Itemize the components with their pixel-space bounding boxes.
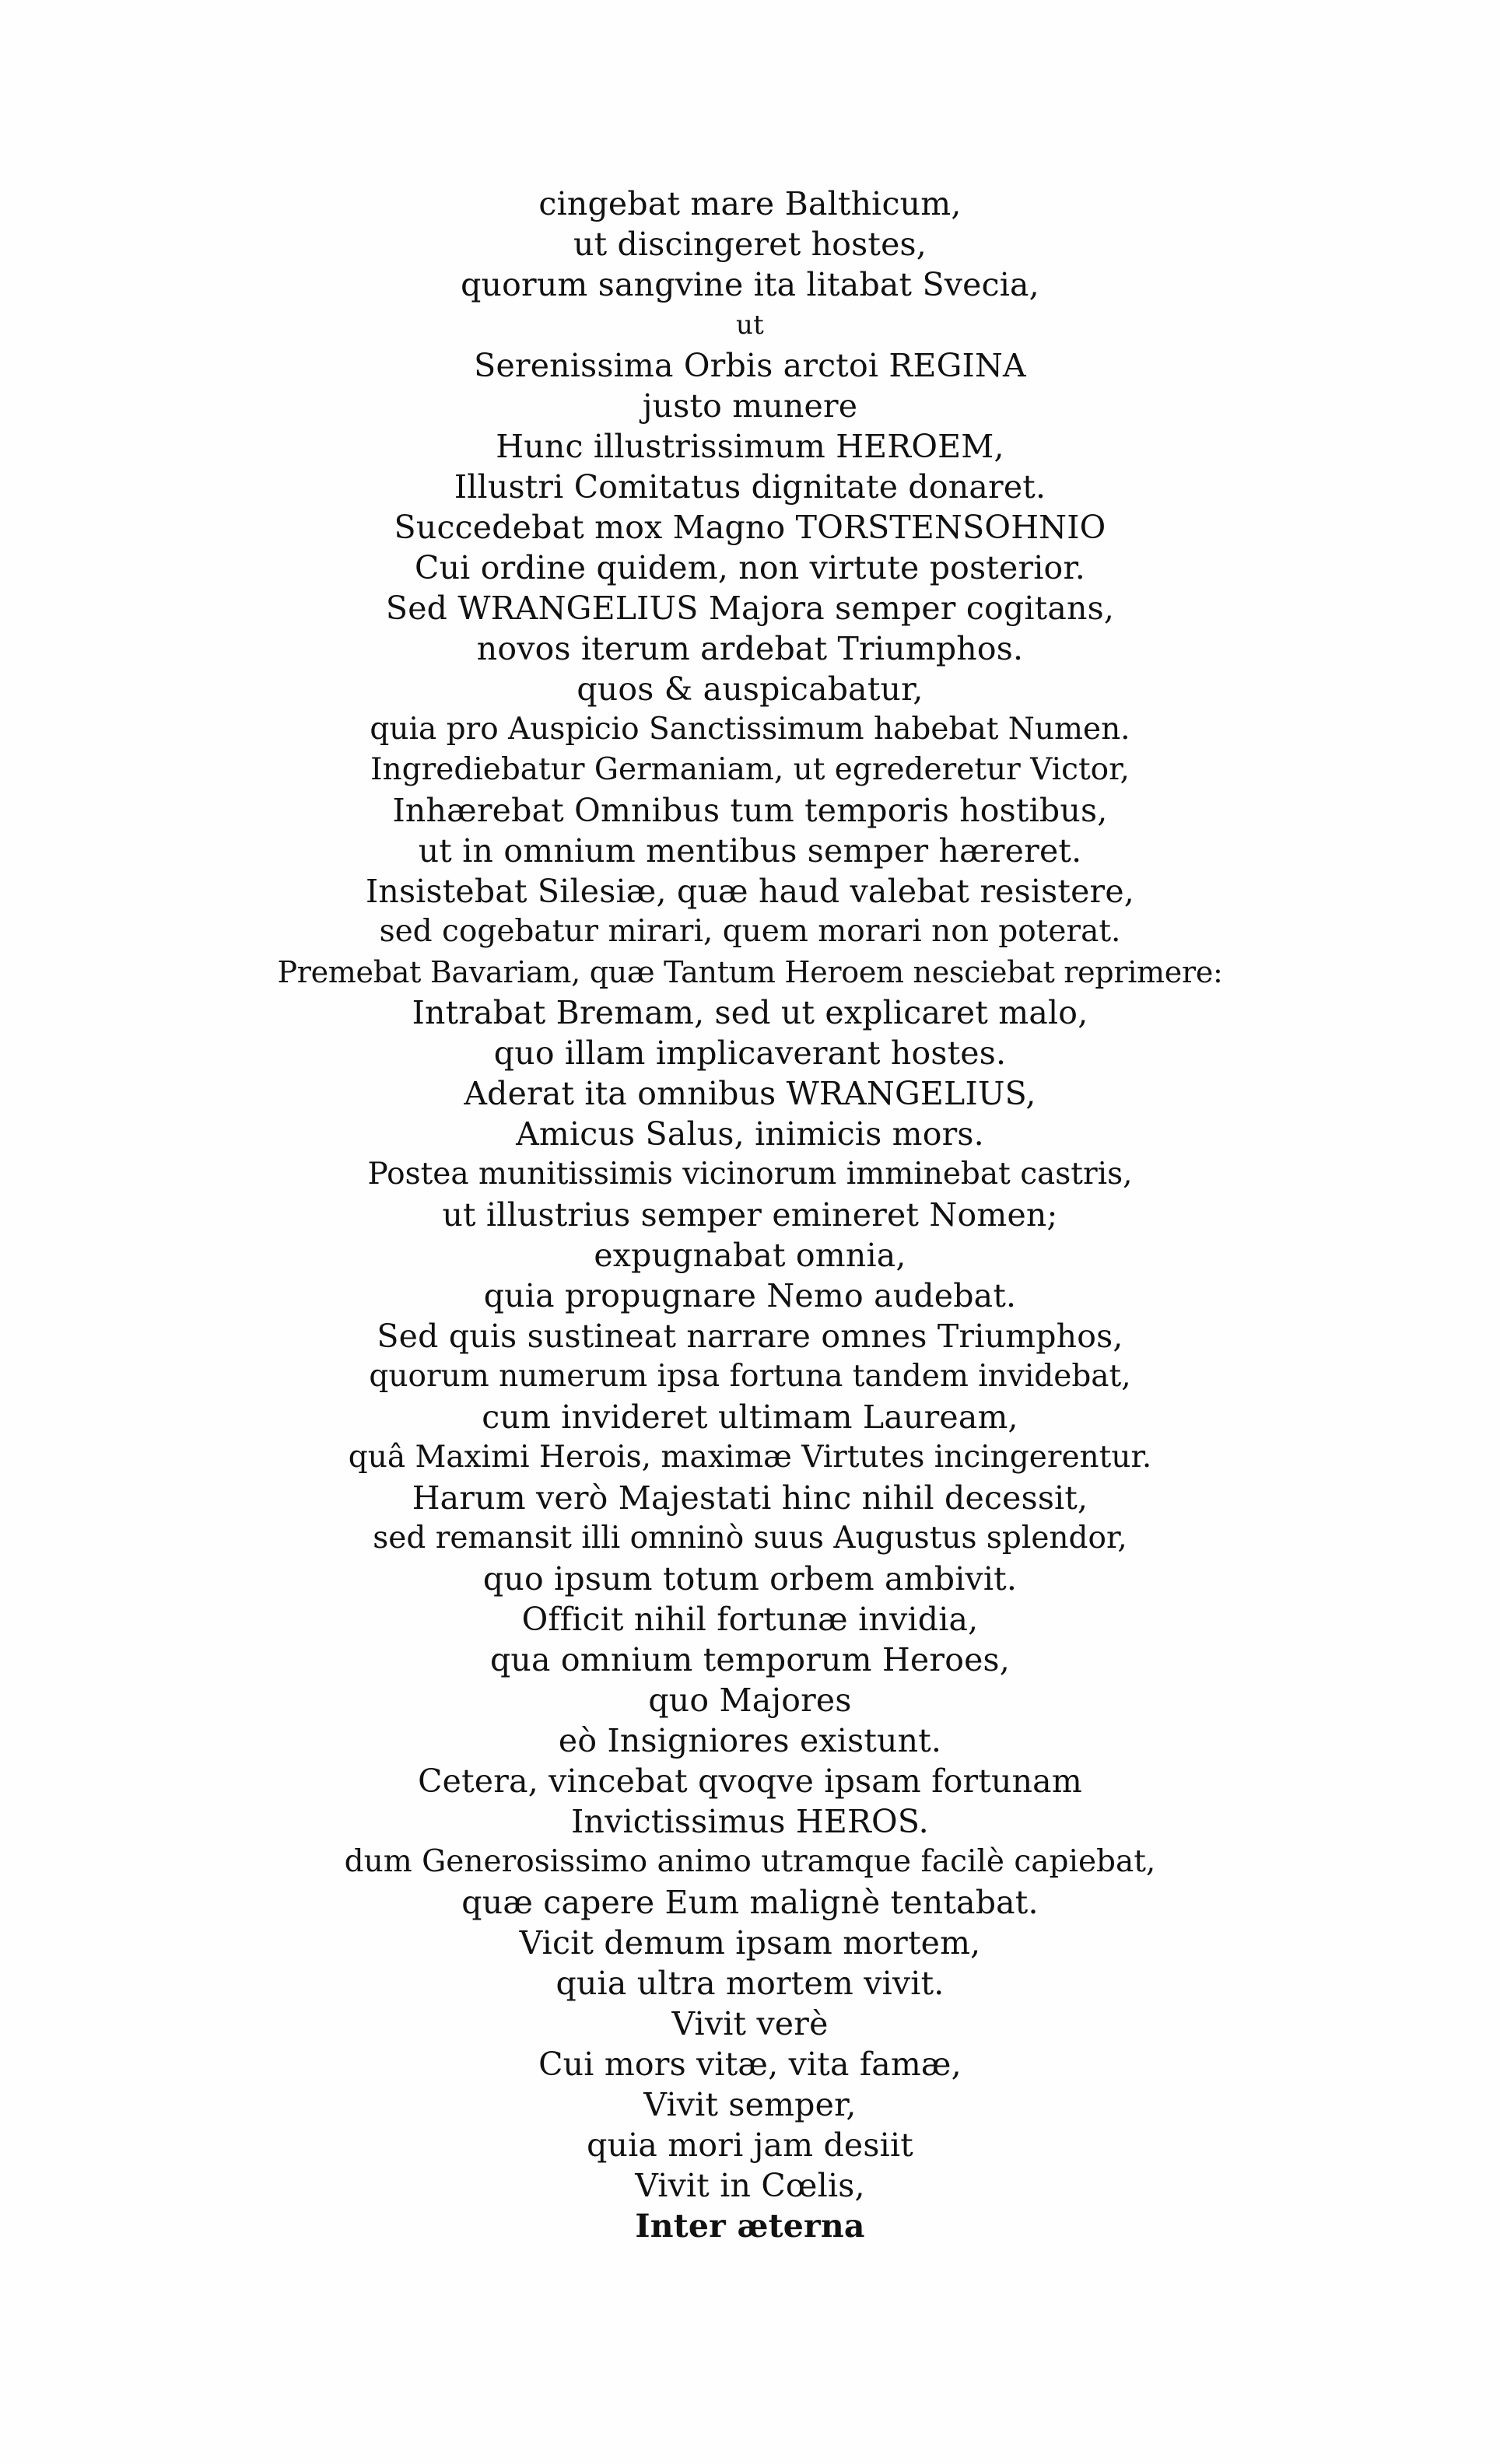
poem-line-2: ut discingeret hostes, xyxy=(573,226,927,263)
poem-line-4: ut xyxy=(736,310,764,341)
poem-line-35: quo ipsum totum orbem ambivit. xyxy=(482,1560,1018,1598)
poem-line-20: Premebat Bavariam, quæ Tantum Heroem nesciebat reprimere: xyxy=(277,955,1223,989)
poem-line-43: quæ capere Eum malignè tentabat. xyxy=(461,1884,1039,1921)
poem-line-19: sed cogebatur mirari, quem morari non poterat. xyxy=(379,914,1121,949)
poem-line-25: Postea munitissimis vicinorum imminebat castris, xyxy=(367,1157,1133,1192)
poem-line-30: quorum numerum ipsa fortuna tandem invidebat, xyxy=(369,1359,1131,1394)
poem-line-49: quia mori jam desiit xyxy=(587,2126,913,2164)
poem-line-18: Insistebat Silesiæ, quæ haud valebat resistere, xyxy=(365,873,1135,910)
poem-line-14: quia pro Auspicio Sanctissimum habebat Numen. xyxy=(370,712,1130,747)
poem-line-50: Vivit in Cœlis, xyxy=(635,2167,865,2204)
poem-line-21: Intrabat Bremam, sed ut explicaret malo, xyxy=(412,994,1088,1031)
poem-line-40: Cetera, vincebat qvoqve ipsam fortunam xyxy=(418,1762,1082,1800)
poem-line-15: Ingrediebatur Germaniam, ut egrederetur Victor, xyxy=(370,752,1130,787)
poem-line-1: cingebat mare Balthicum, xyxy=(538,185,962,222)
poem-line-28: quia propugnare Nemo audebat. xyxy=(483,1277,1017,1314)
poem-line-22: quo illam implicaverant hostes. xyxy=(493,1034,1007,1072)
poem-line-10: Cui ordine quidem, non virtute posterior. xyxy=(415,549,1085,586)
poem-text xyxy=(0,184,1500,2246)
poem-line-42: dum Generosissimo animo utramque facilè capiebat, xyxy=(344,1844,1156,1879)
poem-line-31: cum invideret ultimam Lauream, xyxy=(482,1398,1018,1436)
poem-line-12: novos iterum ardebat Triumphos. xyxy=(476,630,1024,667)
poem-line-5: Serenissima Orbis arctoi REGINA xyxy=(474,347,1026,384)
poem-line-44: Vicit demum ipsam mortem, xyxy=(519,1924,981,1962)
poem-line-23: Aderat ita omnibus WRANGELIUS, xyxy=(464,1075,1036,1112)
poem-line-8: Illustri Comitatus dignitate donaret. xyxy=(454,468,1046,506)
poem-line-9: Succedebat mox Magno TORSTENSOHNIO xyxy=(394,509,1106,546)
poem-line-46: Vivit verè xyxy=(671,2005,829,2042)
poem-line-33: Harum verò Majestati hinc nihil decessit, xyxy=(412,1479,1088,1517)
poem-line-51: Inter æterna xyxy=(635,2207,865,2245)
poem-line-16: Inhærebat Omnibus tum temporis hostibus, xyxy=(392,792,1108,829)
poem-line-45: quia ultra mortem vivit. xyxy=(555,1965,945,2002)
poem-line-17: ut in omnium mentibus semper hæreret. xyxy=(418,832,1082,870)
poem-line-3: quorum sangvine ita litabat Svecia, xyxy=(461,266,1039,303)
poem-line-48: Vivit semper, xyxy=(643,2086,857,2123)
poem-line-29: Sed quis sustineat narrare omnes Triumphos, xyxy=(377,1318,1123,1355)
poem-line-37: qua omnium temporum Heroes, xyxy=(489,1641,1011,1678)
poem-line-27: expugnabat omnia, xyxy=(594,1237,906,1274)
poem-line-32: quâ Maximi Herois, maximæ Virtutes incingerentur. xyxy=(348,1440,1152,1475)
poem-line-24: Amicus Salus, inimicis mors. xyxy=(516,1115,984,1153)
poem-line-13: quos & auspicabatur, xyxy=(577,670,923,708)
poem-line-38: quo Majores xyxy=(648,1682,852,1719)
poem-line-36: Officit nihil fortunæ invidia, xyxy=(521,1601,979,1638)
poem-line-41: Invictissimus HEROS. xyxy=(571,1803,929,1840)
poem-line-47: Cui mors vitæ, vita famæ, xyxy=(538,2046,962,2083)
poem-line-39: eò Insigniores existunt. xyxy=(558,1722,942,1759)
poem-line-7: Hunc illustrissimum HEROEM, xyxy=(496,428,1004,465)
poem-line-34: sed remansit illi omninò suus Augustus splendor, xyxy=(373,1521,1127,1556)
poem-line-26: ut illustrius semper emineret Nomen; xyxy=(442,1196,1058,1234)
poem-line-6: justo munere xyxy=(642,387,858,425)
poem-line-11: Sed WRANGELIUS Majora semper cogitans, xyxy=(385,590,1115,627)
